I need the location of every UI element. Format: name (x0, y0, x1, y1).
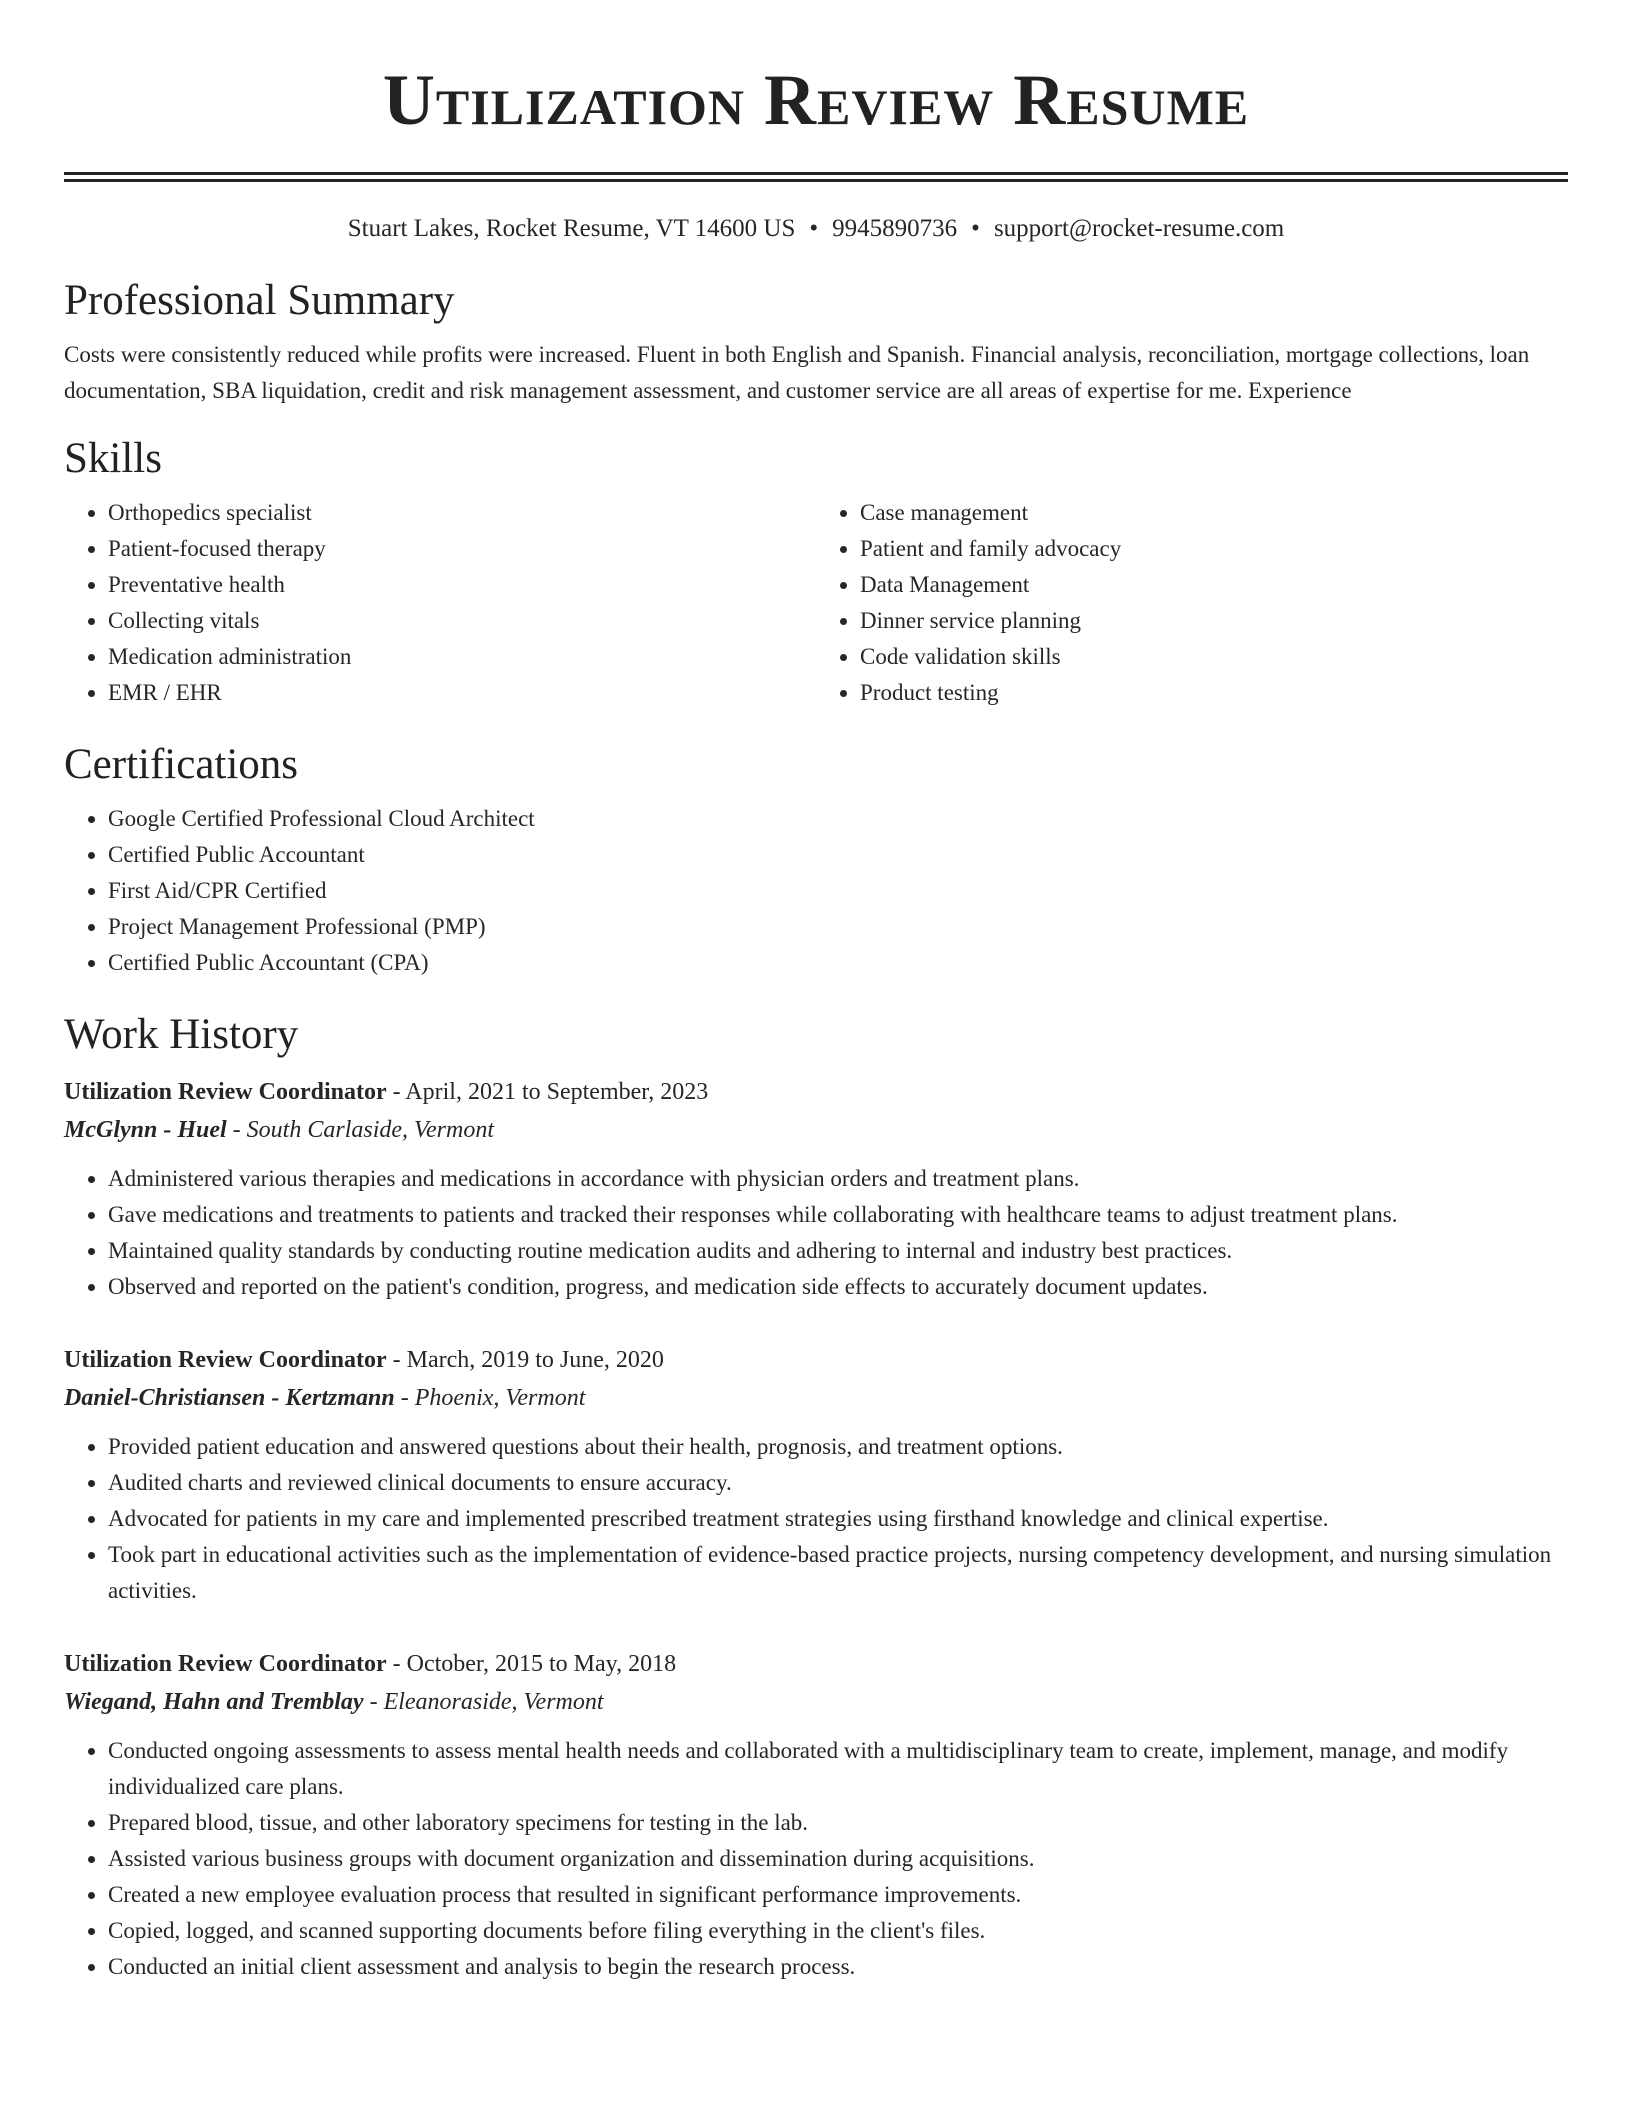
skill-item: • Orthopedics specialist (108, 495, 816, 531)
job-title-line (64, 1645, 1568, 1683)
job-bullet: • Provided patient education and answered questions about their health, prognosis, and treatment options. (108, 1429, 1568, 1465)
skill-item: • Medication administration (108, 639, 816, 675)
company-dash: - (394, 1385, 415, 1411)
job-title: Utilization Review Coordinator (64, 1347, 387, 1373)
work-history-heading: Work History (64, 1011, 299, 1058)
job-bullet: • Copied, logged, and scanned supporting documents before filing everything in the client's files. (108, 1913, 1568, 1949)
skill-item: • EMR / EHR (108, 675, 816, 711)
skill-item: • Code validation skills (860, 639, 1568, 675)
skill-item: • Product testing (860, 675, 1568, 711)
job-title-line (64, 1341, 1568, 1379)
skill-item: • Preventative health (108, 567, 816, 603)
company-name: McGlynn - Huel (64, 1117, 227, 1143)
job-bullet: • Maintained quality standards by conducting routine medication audits and adhering to internal and industry best practices. (108, 1233, 1568, 1269)
job-entry (64, 1341, 1568, 1609)
company-line (64, 1111, 1568, 1149)
job-bullet: • Audited charts and reviewed clinical documents to ensure accuracy. (108, 1465, 1568, 1501)
job-dates: April, 2021 to September, 2023 (405, 1079, 709, 1105)
job-dates: March, 2019 to June, 2020 (406, 1347, 664, 1373)
skills-section (64, 433, 1568, 711)
job-bullet: • Assisted various business groups with document organization and dissemination during acquisitions. (108, 1841, 1568, 1877)
company-line (64, 1379, 1568, 1417)
summary-section (64, 275, 1568, 409)
job-title-line (64, 1073, 1568, 1111)
resume-title: Utilization Review Resume (382, 60, 1250, 140)
summary-text: Costs were consistently reduced while profits were increased. Fluent in both English and Spanish. Financial analysis, reconciliation, mortgage collections, loan documentation, SBA liquidation, credit and risk management assessment, and customer service are all areas of expertise for me. Experience (64, 342, 1530, 403)
company-location: Eleanoraside, Vermont (383, 1689, 604, 1715)
certification-item: • Certified Public Accountant (CPA) (108, 945, 1568, 981)
company-name: Wiegand, Hahn and Tremblay (64, 1689, 364, 1715)
skills-list-left (64, 495, 816, 711)
contact-phone: 9945890736 (832, 215, 958, 242)
contact-line (64, 213, 1568, 245)
company-line (64, 1683, 1568, 1721)
certifications-list (64, 801, 1568, 981)
certification-item: • Google Certified Professional Cloud Architect (108, 801, 1568, 837)
certification-item: • First Aid/CPR Certified (108, 873, 1568, 909)
skill-item: • Dinner service planning (860, 603, 1568, 639)
skills-grid (64, 495, 1568, 711)
certification-item: • Certified Public Accountant (108, 837, 1568, 873)
job-dates: October, 2015 to May, 2018 (406, 1651, 677, 1677)
company-name: Daniel-Christiansen - Kertzmann (64, 1385, 395, 1411)
job-bullet: • Created a new employee evaluation process that resulted in significant performance improvements. (108, 1877, 1568, 1913)
skill-item: • Data Management (860, 567, 1568, 603)
contact-email: support@rocket-resume.com (993, 215, 1285, 242)
job-entry (64, 1645, 1568, 1985)
job-bullets (64, 1733, 1568, 1985)
job-bullet: • Conducted an initial client assessment and analysis to begin the research process. (108, 1949, 1568, 1985)
job-bullet: • Conducted ongoing assessments to assess mental health needs and collaborated with a multidisciplinary team to create, implement, manage, and modify individualized care plans. (108, 1733, 1568, 1805)
job-bullets (64, 1161, 1568, 1305)
job-title: Utilization Review Coordinator (64, 1651, 387, 1677)
company-dash: - (363, 1689, 384, 1715)
job-bullet: • Observed and reported on the patient's condition, progress, and medication side effects to accurately document updates. (108, 1269, 1568, 1305)
job-entry (64, 1073, 1568, 1305)
job-dash: - (386, 1079, 406, 1105)
certifications-heading: Certifications (64, 741, 299, 788)
work-history-section (64, 1009, 1568, 1985)
job-bullets (64, 1429, 1568, 1609)
certification-item: • Project Management Professional (PMP) (108, 909, 1568, 945)
skill-item: • Collecting vitals (108, 603, 816, 639)
contact-separator: • (809, 215, 819, 242)
job-title: Utilization Review Coordinator (64, 1079, 387, 1105)
job-dash: - (386, 1347, 407, 1373)
company-location: Phoenix, Vermont (414, 1385, 586, 1411)
skills-list-right (816, 495, 1568, 711)
company-dash: - (226, 1117, 247, 1143)
job-bullet: • Advocated for patients in my care and implemented prescribed treatment strategies using firsthand knowledge and clinical expertise. (108, 1501, 1568, 1537)
job-bullet: • Prepared blood, tissue, and other laboratory specimens for testing in the lab. (108, 1805, 1568, 1841)
job-bullet: • Took part in educational activities such as the implementation of evidence-based practice projects, nursing competency development, and nursing simulation activities. (108, 1537, 1568, 1609)
job-dash: - (386, 1651, 407, 1677)
job-bullet: • Administered various therapies and medications in accordance with physician orders and treatment plans. (108, 1161, 1568, 1197)
contact-address: Stuart Lakes, Rocket Resume, VT 14600 US (347, 215, 796, 242)
skill-item: • Case management (860, 495, 1568, 531)
company-location: South Carlaside, Vermont (246, 1117, 495, 1143)
skills-heading: Skills (64, 435, 162, 482)
certifications-section (64, 739, 1568, 981)
summary-heading: Professional Summary (64, 277, 455, 324)
skill-item: • Patient-focused therapy (108, 531, 816, 567)
contact-separator: • (971, 215, 980, 242)
job-bullet: • Gave medications and treatments to patients and tracked their responses while collaborating with healthcare teams to adjust treatment plans. (108, 1197, 1568, 1233)
title-double-rule (64, 172, 1568, 182)
skill-item: • Patient and family advocacy (860, 531, 1568, 567)
